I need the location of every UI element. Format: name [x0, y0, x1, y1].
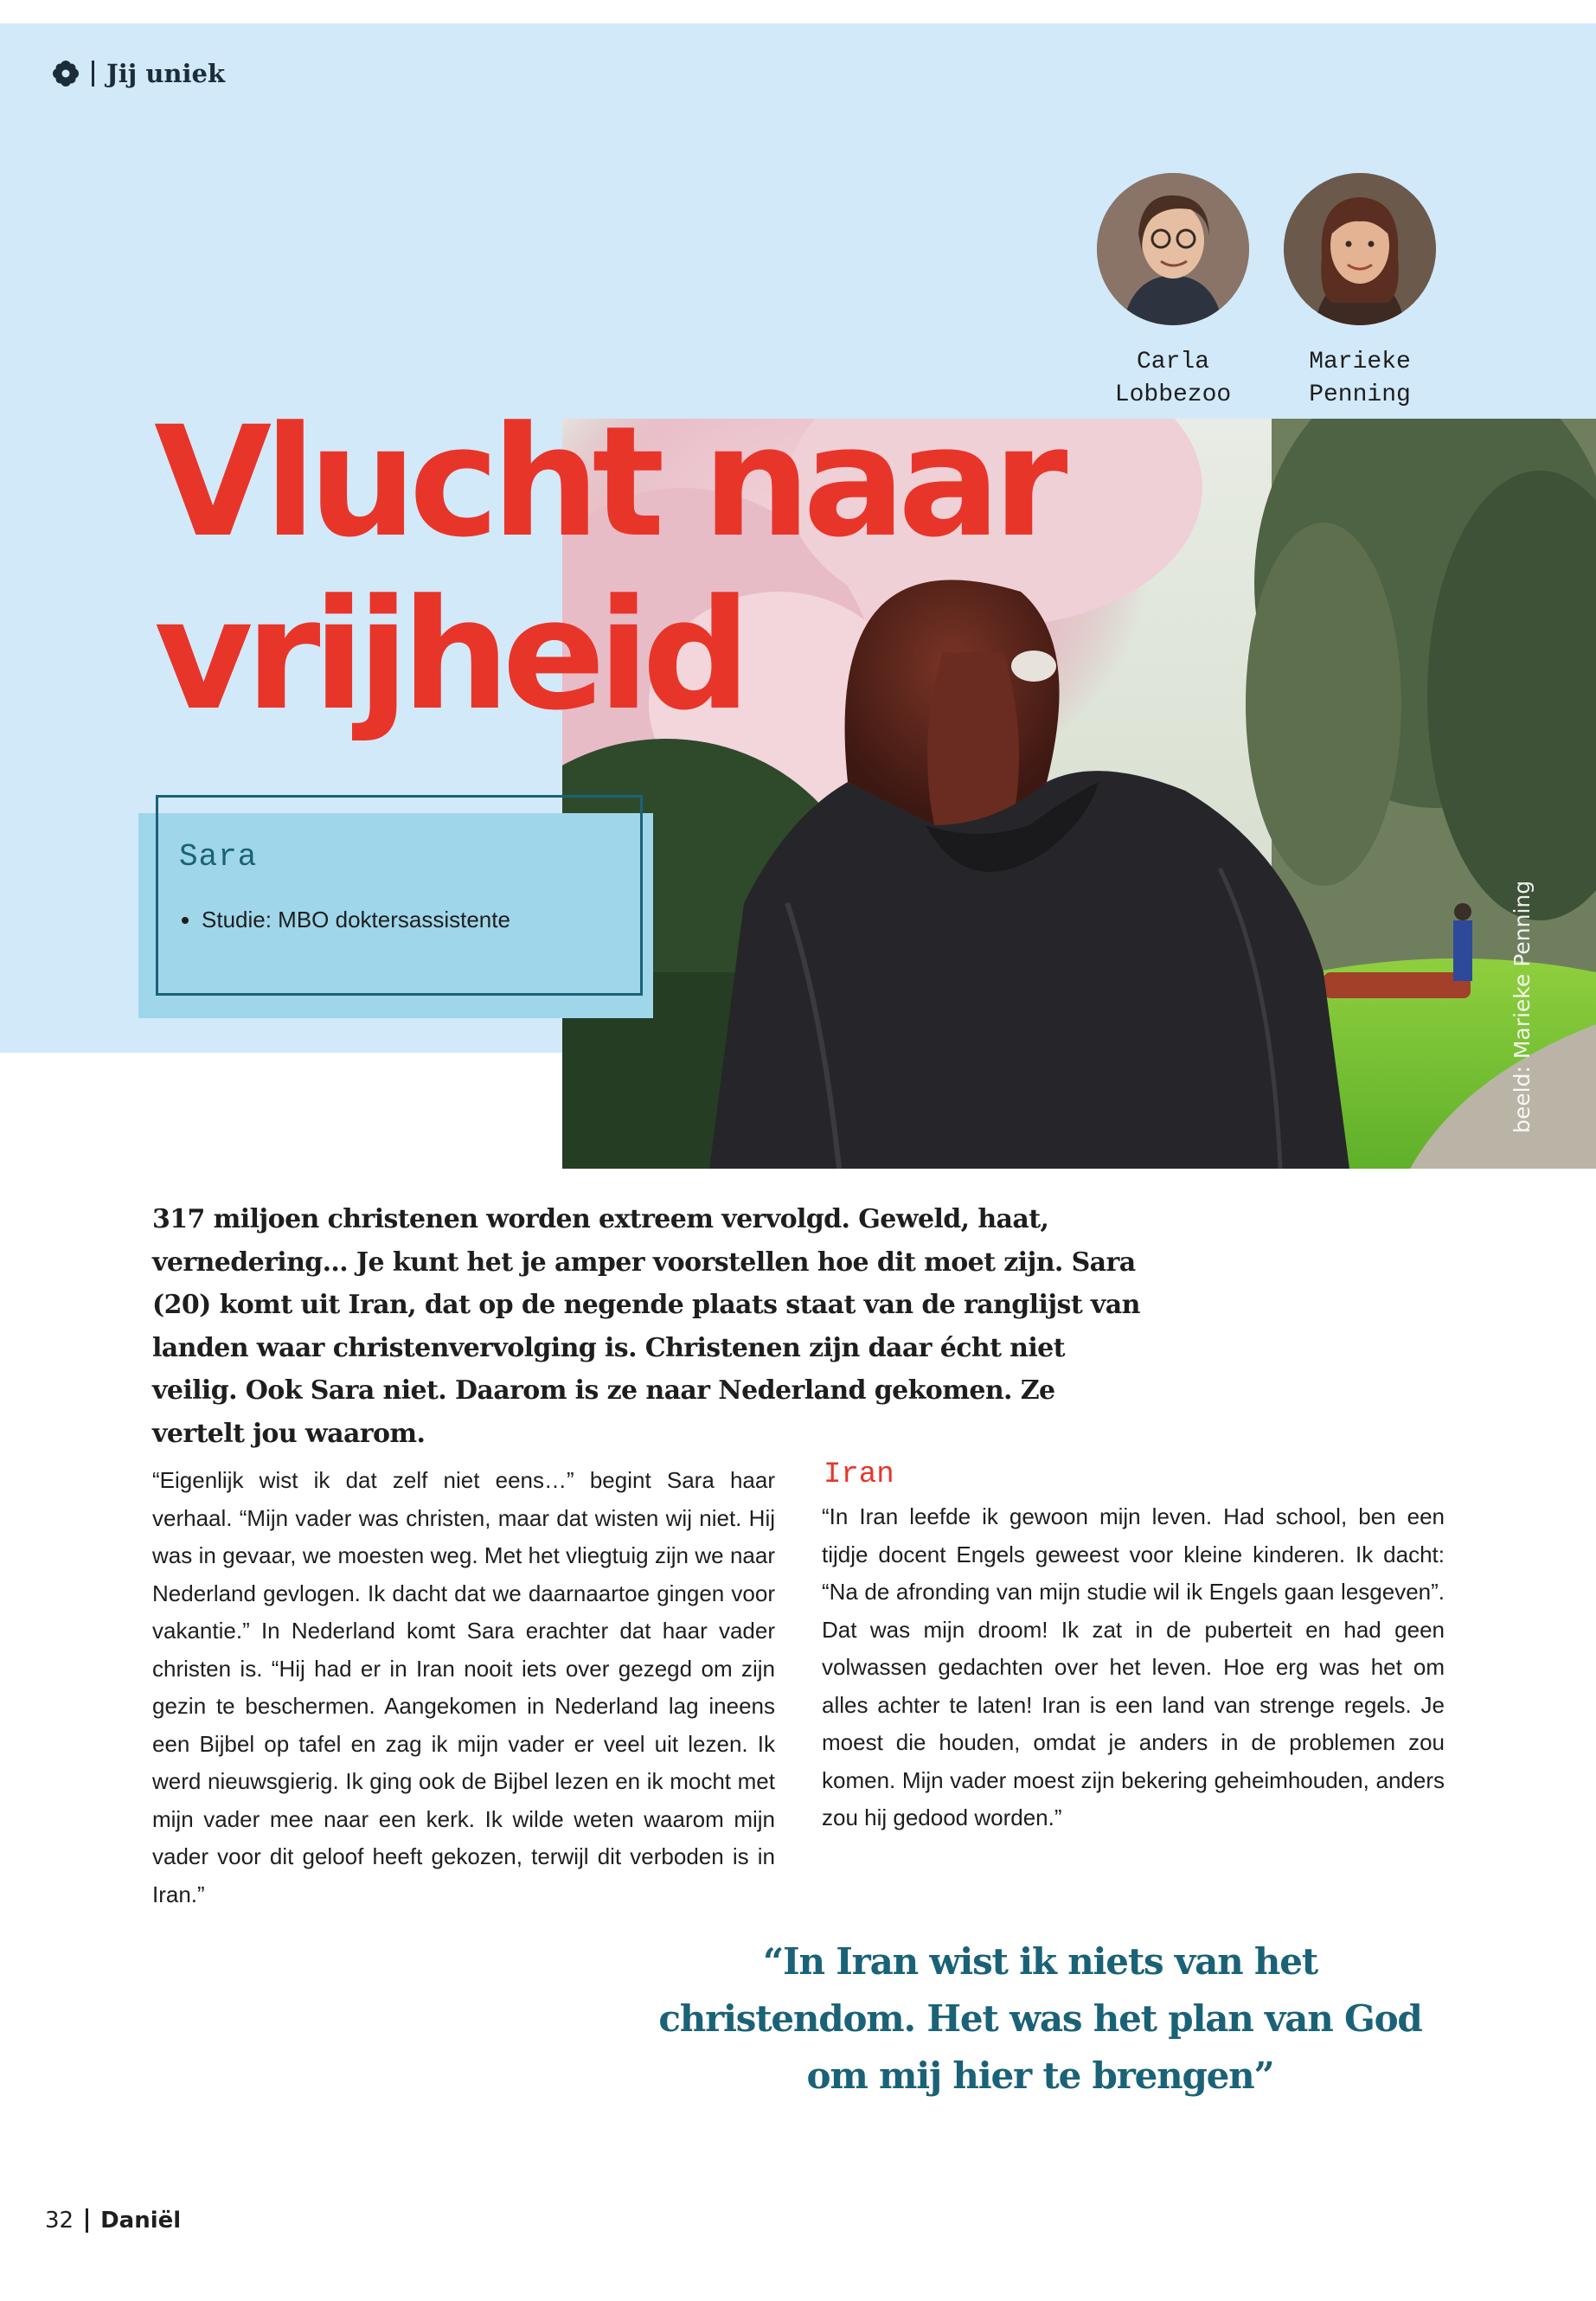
profile-facts: [179, 907, 510, 933]
author-name: Marieke Penning: [1309, 349, 1411, 408]
author-name: Carla Lobbezoo: [1114, 349, 1232, 408]
page-footer: [45, 2208, 181, 2234]
section-divider: [92, 61, 94, 87]
section-label: [52, 56, 225, 91]
profile-card: [156, 795, 643, 996]
footer-divider: [86, 2208, 88, 2233]
profile-fact: • Studie: MBO doktersassistente: [202, 907, 510, 933]
section-title: Jij uniek: [106, 59, 226, 88]
author-avatar: [1284, 173, 1436, 325]
author-marieke: [1282, 173, 1438, 412]
magazine-name: Daniël: [100, 2208, 182, 2234]
body-column-1: “Eigenlijk wist ik dat zelf niet eens…” begint Sara haar verhaal. “Mijn vader was christen, maar dat wisten wij niet. Hij was in gevaar, we moesten weg. Met het vliegtuig zijn we naar Nederland gevlogen. Ik dacht dat we daarnaartoe gingen voor vakantie.” In Nederland komt Sara erachter dat haar vader christen is. “Hij had er in Iran nooit iets over gezegd om zijn gezin te beschermen. Aangekomen in Nederland lag ineens een Bijbel op tafel en zag ik mijn vader er veel uit lezen. Ik werd nieuwsgierig. Ik ging ook de Bijbel lezen en ik mocht met mijn vader mee naar een kerk. Ik wilde weten waarom mijn vader voor dit geloof heeft gekozen, terwijl dit verboden is in Iran.”: [152, 1467, 775, 1907]
title-line-1: Vlucht naar: [154, 394, 1061, 571]
subheading-iran: Iran: [824, 1458, 894, 1491]
pull-quote: “In Iran wist ik niets van het christendom. Het was het plan van God om mij hier te brengen”: [658, 1940, 1422, 2097]
body-column-2: “In Iran leefde ik gewoon mijn leven. Had school, ben een tijdje docent Engels geweest voor kleine kinderen. Ik dacht: “Na de afronding van mijn studie wil ik Engels gaan lesgeven”. Dat was mijn droom! Ik zat in de puberteit en had geen volwassen gedachten over het leven. Hoe erg was het om alles achter te laten! Iran is een land van strenge regels. Je moest die houden, omdat je anders in de problemen zou komen. Mijn vader moest zijn bekering geheimhouden, anders zou hij gedood worden.”: [822, 1503, 1445, 1830]
flower-icon: [52, 60, 80, 87]
author-carla: [1095, 173, 1251, 412]
profile-name: Sara: [179, 839, 258, 875]
author-avatar: [1097, 173, 1249, 325]
page-number: 32: [45, 2208, 74, 2234]
page-top-margin: [0, 0, 1596, 23]
article-title: [154, 396, 1061, 742]
title-line-2: vrijheid: [154, 567, 744, 744]
photo-credit: beeld: Marieke Penning: [1509, 880, 1535, 1133]
intro-paragraph: 317 miljoen christenen worden extreem vervolgd. Geweld, haat, vernedering… Je kunt het je amper voorstellen hoe dit moet zijn. Sara (20) komt uit Iran, dat op de negende plaats staat van de ranglijst van landen waar christenvervolging is. Christenen zijn daar écht niet veilig. Ook Sara niet. Daarom is ze naar Nederland gekomen. Ze vertelt jou waarom.: [152, 1204, 1140, 1449]
